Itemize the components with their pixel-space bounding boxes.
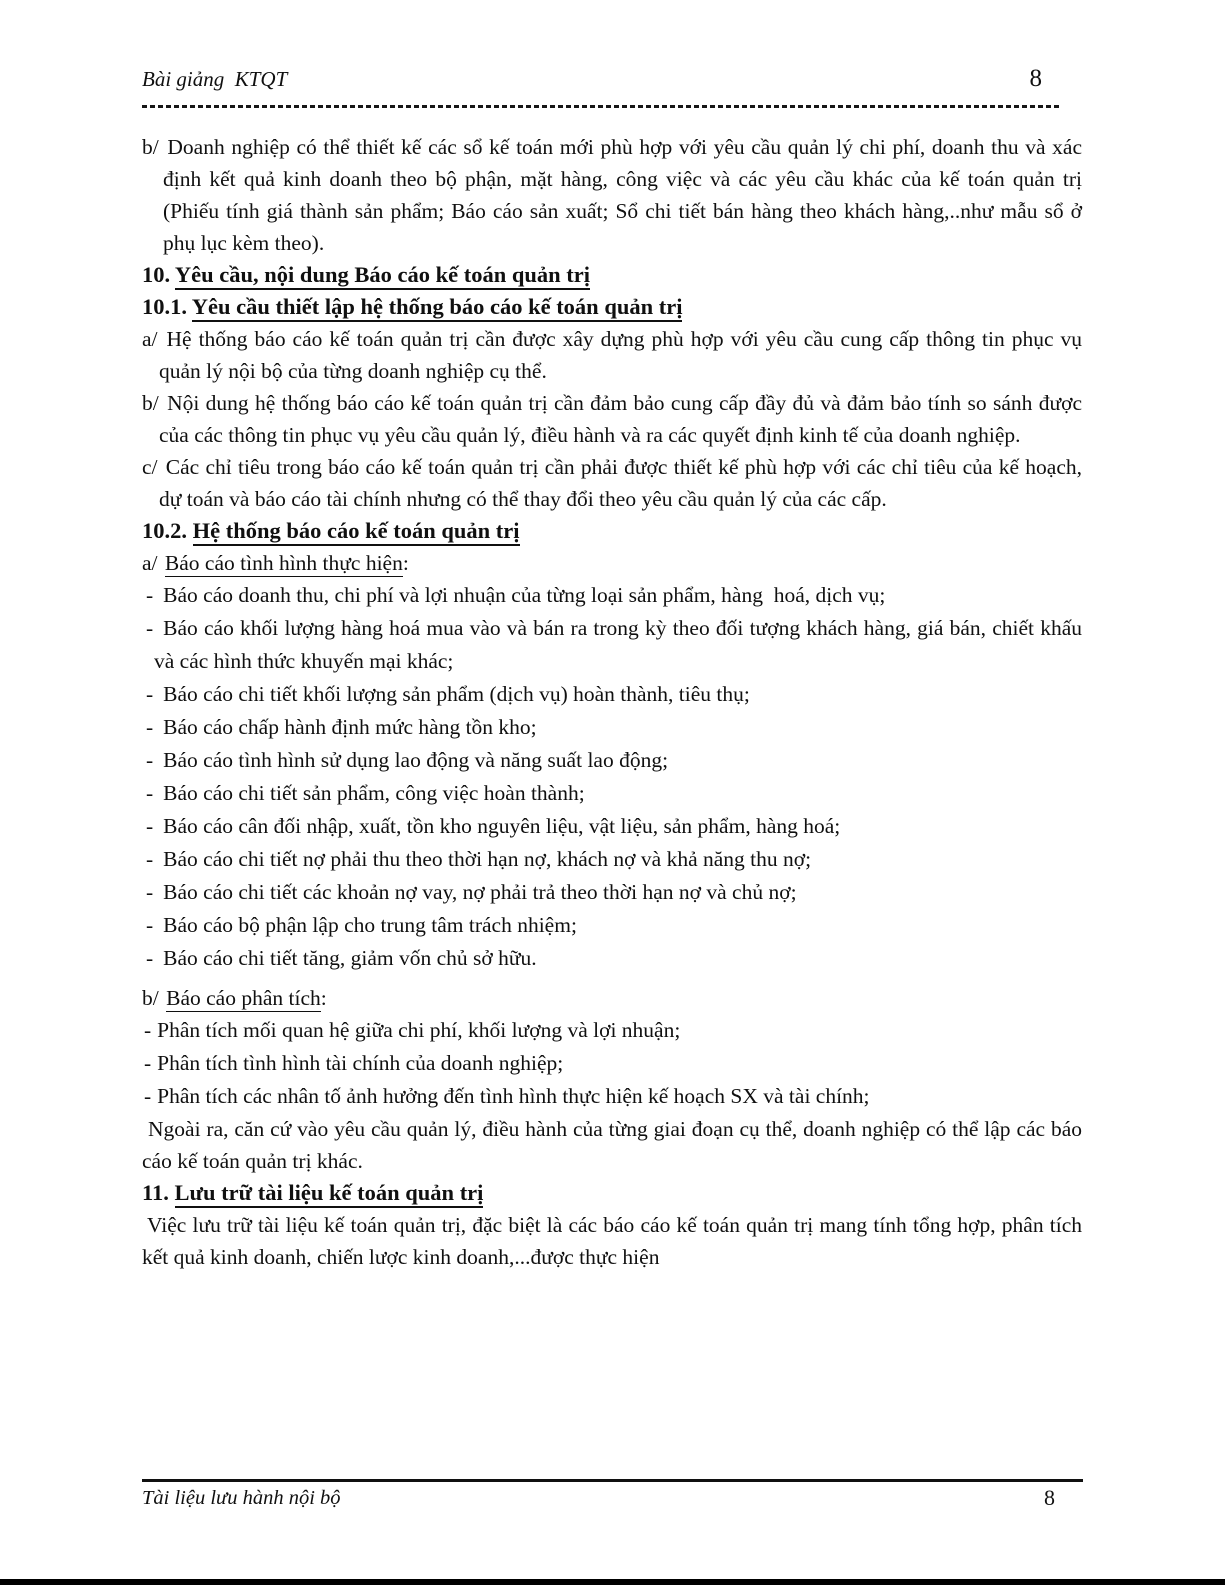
group-a-heading [142, 547, 1082, 579]
list-item-text: Báo cáo khối lượng hàng hoá mua vào và bán ra trong kỳ theo đối tượng khách hàng, giá bán, chiết khấu và các hình thức khuyến mại khác; [154, 616, 1082, 673]
paragraph-text: Hệ thống báo cáo kế toán quản trị cần được xây dựng phù hợp với yêu cầu cung cấp thông tin phục vụ quản lý nội bộ của từng doanh nghiệp cụ thể. [159, 327, 1083, 383]
bullet-dash: - [144, 1051, 152, 1075]
paragraph-text: Các chỉ tiêu trong báo cáo kế toán quản trị cần phải được thiết kế phù hợp với các chỉ tiêu của kế hoạch, dự toán và báo cáo tài chính nhưng có thể thay đổi theo yêu cầu quản lý của các cấp. [159, 455, 1082, 511]
section-11-heading [142, 1177, 1082, 1209]
list-item [146, 678, 1082, 711]
heading-title: Hệ thống báo cáo kế toán quản trị [193, 518, 520, 546]
report-list-a [142, 579, 1082, 975]
header-page-number: 8 [1029, 65, 1042, 92]
group-title: Báo cáo phân tích [166, 986, 321, 1010]
page-footer [142, 1479, 1083, 1512]
colon: : [402, 551, 409, 575]
heading-number: 10.1. [142, 294, 187, 319]
paragraph-text: Doanh nghiệp có thể thiết kế các sổ kế toán mới phù hợp với yêu cầu quản lý chi phí, doanh thu và xác định kết quả kinh doanh theo bộ phận, mặt hàng, công việc và các yêu cầu khác của kế toán quản trị (Phiếu tính giá thành sản phẩm; Báo cáo sản xuất; Sổ chi tiết bán hàng theo khách hàng,..như mẫu sổ ở phụ lục kèm theo). [163, 135, 1082, 255]
list-item-text: Báo cáo chấp hành định mức hàng tồn kho; [163, 715, 537, 739]
list-item [144, 1047, 1082, 1080]
list-item [146, 942, 1082, 975]
report-list-b [142, 1014, 1082, 1113]
list-item-text: Báo cáo chi tiết khối lượng sản phẩm (dịch vụ) hoàn thành, tiêu thụ; [163, 682, 750, 706]
list-item [144, 1014, 1082, 1047]
section-11-paragraph: Việc lưu trữ tài liệu kế toán quản trị, đặc biệt là các báo cáo kế toán quản trị mang tính tổng hợp, phân tích kết quả kinh doanh, chiến lược kinh doanh,...được thực hiện [142, 1213, 1082, 1269]
list-item-text: Báo cáo tình hình sử dụng lao động và năng suất lao động; [163, 748, 669, 772]
group-title: Báo cáo tình hình thực hiện [164, 551, 403, 575]
section-10-2-heading [142, 515, 1082, 547]
bullet-dash: - [146, 682, 154, 706]
document-body [142, 131, 1082, 1273]
list-item-text: Báo cáo chi tiết sản phẩm, công việc hoàn thành; [163, 781, 585, 805]
item-label: b/ [142, 986, 159, 1010]
bullet-dash: - [146, 748, 154, 772]
footer-divider [142, 1479, 1083, 1482]
list-item-text: Báo cáo chi tiết các khoản nợ vay, nợ phải trả theo thời hạn nợ và chủ nợ; [163, 880, 797, 904]
list-item [146, 777, 1082, 810]
footer-text: Tài liệu lưu hành nội bộ [142, 1487, 341, 1509]
bullet-dash: - [144, 1084, 152, 1108]
list-item [146, 579, 1082, 612]
list-item-text: Báo cáo bộ phận lập cho trung tâm trách nhiệm; [163, 913, 577, 937]
list-item [146, 876, 1082, 909]
list-item [146, 909, 1082, 942]
bullet-dash: - [146, 880, 154, 904]
list-item-text: Phân tích mối quan hệ giữa chi phí, khối lượng và lợi nhuận; [157, 1018, 681, 1042]
paragraph-intro-b [142, 131, 1082, 259]
list-item-text: Phân tích các nhân tố ảnh hưởng đến tình hình thực hiện kế hoạch SX và tài chính; [157, 1084, 870, 1108]
heading-title: Yêu cầu, nội dung Báo cáo kế toán quản trị [175, 262, 590, 290]
footer-page-number: 8 [1044, 1485, 1055, 1510]
heading-number: 10. [142, 262, 171, 287]
footer-row [142, 1484, 1083, 1512]
list-item-text: Báo cáo chi tiết nợ phải thu theo thời hạn nợ, khách nợ và khả năng thu nợ; [163, 847, 812, 871]
item-label: a/ [142, 327, 158, 351]
page-header [142, 0, 1082, 94]
bullet-dash: - [146, 715, 154, 739]
page-margin-box [142, 0, 1082, 1273]
list-item [146, 843, 1082, 876]
section-10-heading [142, 259, 1082, 291]
item-label: b/ [142, 135, 159, 159]
item-label: c/ [142, 455, 158, 479]
list-item-text: Phân tích tình hình tài chính của doanh nghiệp; [157, 1051, 564, 1075]
bullet-dash: - [146, 583, 154, 607]
bullet-dash: - [146, 913, 154, 937]
colon: : [320, 986, 327, 1010]
heading-title: Lưu trữ tài liệu kế toán quản trị [175, 1180, 484, 1208]
bullet-dash: - [146, 616, 154, 640]
point-b [142, 387, 1082, 451]
item-label: b/ [142, 391, 159, 415]
list-item [146, 711, 1082, 744]
section-10-1-heading [142, 291, 1082, 323]
list-item-text: Báo cáo cân đối nhập, xuất, tồn kho nguyên liệu, vật liệu, sản phẩm, hàng hoá; [163, 814, 841, 838]
bullet-dash: - [146, 847, 154, 871]
group-b-heading [142, 982, 1082, 1014]
bullet-dash: - [144, 1018, 152, 1042]
bullet-dash: - [146, 814, 154, 838]
list-item [144, 1080, 1082, 1113]
point-a [142, 323, 1082, 387]
list-item-text: Báo cáo doanh thu, chi phí và lợi nhuận của từng loại sản phẩm, hàng hoá, dịch vụ; [163, 583, 886, 607]
scan-edge-bar [0, 1579, 1225, 1585]
list-item-text: Báo cáo chi tiết tăng, giảm vốn chủ sở hữu. [163, 946, 537, 970]
heading-number: 10.2. [142, 518, 187, 543]
list-item [146, 612, 1082, 678]
header-divider [142, 105, 1060, 108]
bullet-dash: - [146, 946, 154, 970]
bullet-dash: - [146, 781, 154, 805]
item-label: a/ [142, 551, 158, 575]
heading-title: Yêu cầu thiết lập hệ thống báo cáo kế toán quản trị [192, 294, 683, 322]
point-c [142, 451, 1082, 515]
list-item [146, 744, 1082, 777]
heading-number: 11. [142, 1180, 169, 1205]
paragraph-note: Ngoài ra, căn cứ vào yêu cầu quản lý, điều hành của từng giai đoạn cụ thể, doanh nghiệp có thể lập các báo cáo kế toán quản trị khác. [142, 1117, 1082, 1173]
paragraph-text: Nội dung hệ thống báo cáo kế toán quản trị cần đảm bảo cung cấp đầy đủ và đảm bảo tính so sánh được của các thông tin phục vụ yêu cầu quản lý, điều hành và ra các quyết định kinh tế của doanh nghiệp. [159, 391, 1083, 447]
document-title: Bài giảng KTQT [142, 67, 288, 91]
list-item [146, 810, 1082, 843]
